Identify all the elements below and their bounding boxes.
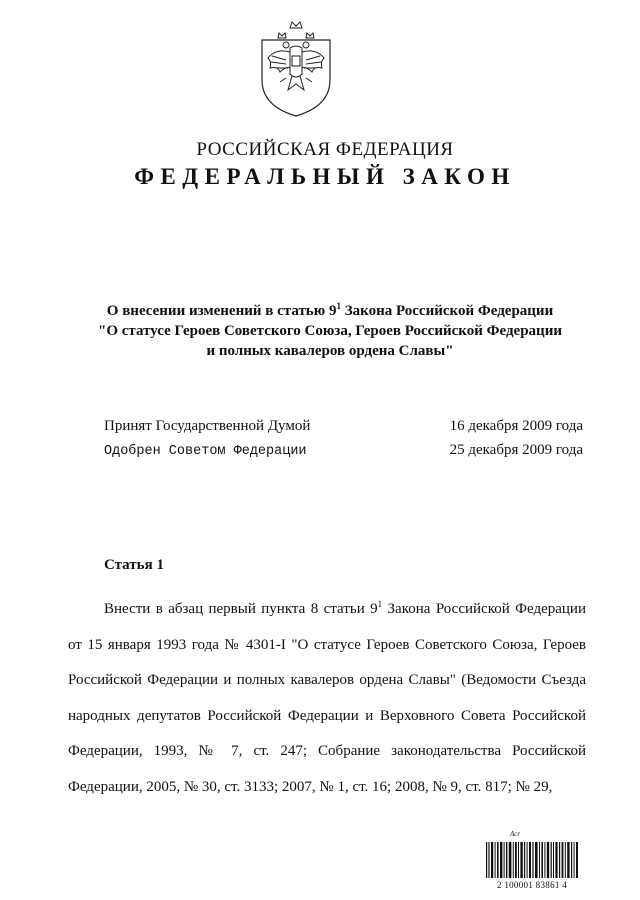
- barcode-block: [482, 830, 582, 892]
- barcode-number: 2 100001 83861 4: [496, 880, 568, 890]
- article-body: [68, 587, 586, 806]
- article-heading: Статья 1: [104, 557, 164, 573]
- law-type-heading: ФЕДЕРАЛЬНЫЙ ЗАКОН: [134, 164, 516, 189]
- article-text-part1: Внести в абзац первый пункта 8 статьи 9: [104, 601, 378, 617]
- country-heading: РОССИЙСКАЯ ФЕДЕРАЦИЯ: [196, 139, 454, 160]
- title-superscript: 1: [336, 301, 341, 311]
- article-superscript: 1: [377, 599, 383, 609]
- coat-of-arms-icon: [256, 18, 336, 118]
- title-line2: "О статусе Героев Советского Союза, Героев Российской Федерации: [98, 323, 562, 339]
- adopted-by-duma-date: 16 декабря 2009 года: [449, 418, 583, 434]
- approved-by-council-date: 25 декабря 2009 года: [449, 442, 583, 458]
- approved-by-council-label: Одобрен Советом Федерации: [104, 444, 307, 459]
- adopted-by-duma-label: Принят Государственной Думой: [104, 418, 311, 434]
- title-line1-part1: О внесении изменений в статью 9: [106, 303, 337, 319]
- barcode-handwritten-mark: Acr: [510, 830, 521, 838]
- law-title: [60, 296, 600, 361]
- title-line1-part2: Закона Российской Федерации: [340, 303, 554, 319]
- barcode-icon: [486, 842, 578, 878]
- article-text-part2: Закона Российской Федерации от 15 января 1993 года № 4301-I "О статусе Героев Советского Союза, Героев Российской Федерации и полных кавалеров ордена Славы" (Ведомости Съезда народных депутатов Российской Федерации и Верховного Совета Российской Федерации, 1993, № 7, ст. 247; Собрание законодательства Российской Федерации, 2005, № 30, ст. 3133; 2007, № 1, ст. 16; 2008, № 9, ст. 817; № 29,: [68, 601, 586, 795]
- title-line3: и полных кавалеров ордена Славы": [206, 343, 454, 359]
